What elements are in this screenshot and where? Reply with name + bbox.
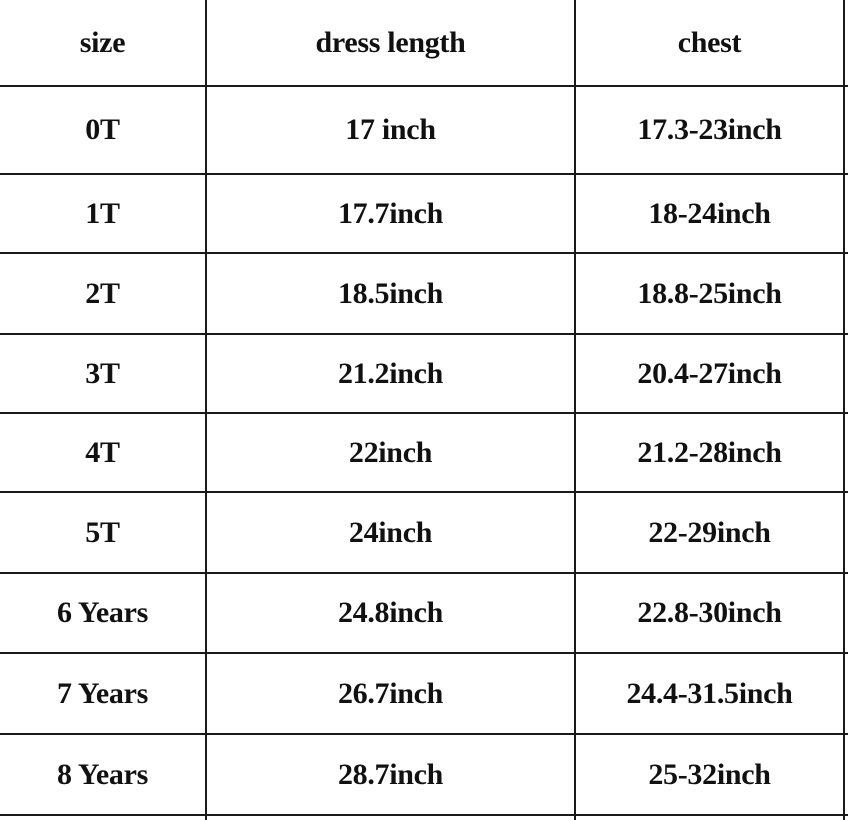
table-row-partial (0, 815, 848, 820)
table-row (0, 734, 848, 815)
cell-dress-length: 17.7inch (206, 174, 575, 253)
cell-dress-length: 24inch (206, 492, 575, 573)
cell-dress-length: 24.8inch (206, 573, 575, 653)
cell-chest: 24.4-31.5inch (575, 653, 844, 734)
table-edge-cell (844, 815, 848, 820)
table-edge-cell (844, 253, 848, 334)
cell-size: 6 Years (0, 573, 206, 653)
table-edge-cell (844, 734, 848, 815)
cell-chest: 22.8-30inch (575, 573, 844, 653)
table-row (0, 86, 848, 174)
table-row (0, 174, 848, 253)
cell-chest: 18.8-25inch (575, 253, 844, 334)
table-row (0, 573, 848, 653)
table-edge-cell (844, 86, 848, 174)
header-row (0, 0, 848, 86)
table-row (0, 653, 848, 734)
cell-chest: 17.3-23inch (575, 86, 844, 174)
header-chest: chest (575, 0, 844, 86)
table-row (0, 334, 848, 413)
cell-size: 4T (0, 413, 206, 492)
cell-empty (0, 815, 206, 820)
cell-dress-length: 22inch (206, 413, 575, 492)
cell-size: 3T (0, 334, 206, 413)
table-row (0, 492, 848, 573)
cell-size: 7 Years (0, 653, 206, 734)
cell-size: 5T (0, 492, 206, 573)
header-size: size (0, 0, 206, 86)
header-dress-length: dress length (206, 0, 575, 86)
cell-dress-length: 18.5inch (206, 253, 575, 334)
table-edge-cell (844, 413, 848, 492)
cell-size: 8 Years (0, 734, 206, 815)
table-edge-cell (844, 653, 848, 734)
cell-chest: 22-29inch (575, 492, 844, 573)
cell-chest: 18-24inch (575, 174, 844, 253)
cell-size: 2T (0, 253, 206, 334)
cell-chest: 21.2-28inch (575, 413, 844, 492)
cell-size: 1T (0, 174, 206, 253)
cell-dress-length: 28.7inch (206, 734, 575, 815)
cell-chest: 20.4-27inch (575, 334, 844, 413)
table-row (0, 253, 848, 334)
cell-size: 0T (0, 86, 206, 174)
table-edge-cell (844, 573, 848, 653)
table-edge-cell (844, 174, 848, 253)
table-edge-cell (844, 0, 848, 86)
cell-empty (575, 815, 844, 820)
cell-chest: 25-32inch (575, 734, 844, 815)
cell-dress-length: 17 inch (206, 86, 575, 174)
table-row (0, 413, 848, 492)
table-edge-cell (844, 334, 848, 413)
cell-empty (206, 815, 575, 820)
cell-dress-length: 26.7inch (206, 653, 575, 734)
table-edge-cell (844, 492, 848, 573)
cell-dress-length: 21.2inch (206, 334, 575, 413)
